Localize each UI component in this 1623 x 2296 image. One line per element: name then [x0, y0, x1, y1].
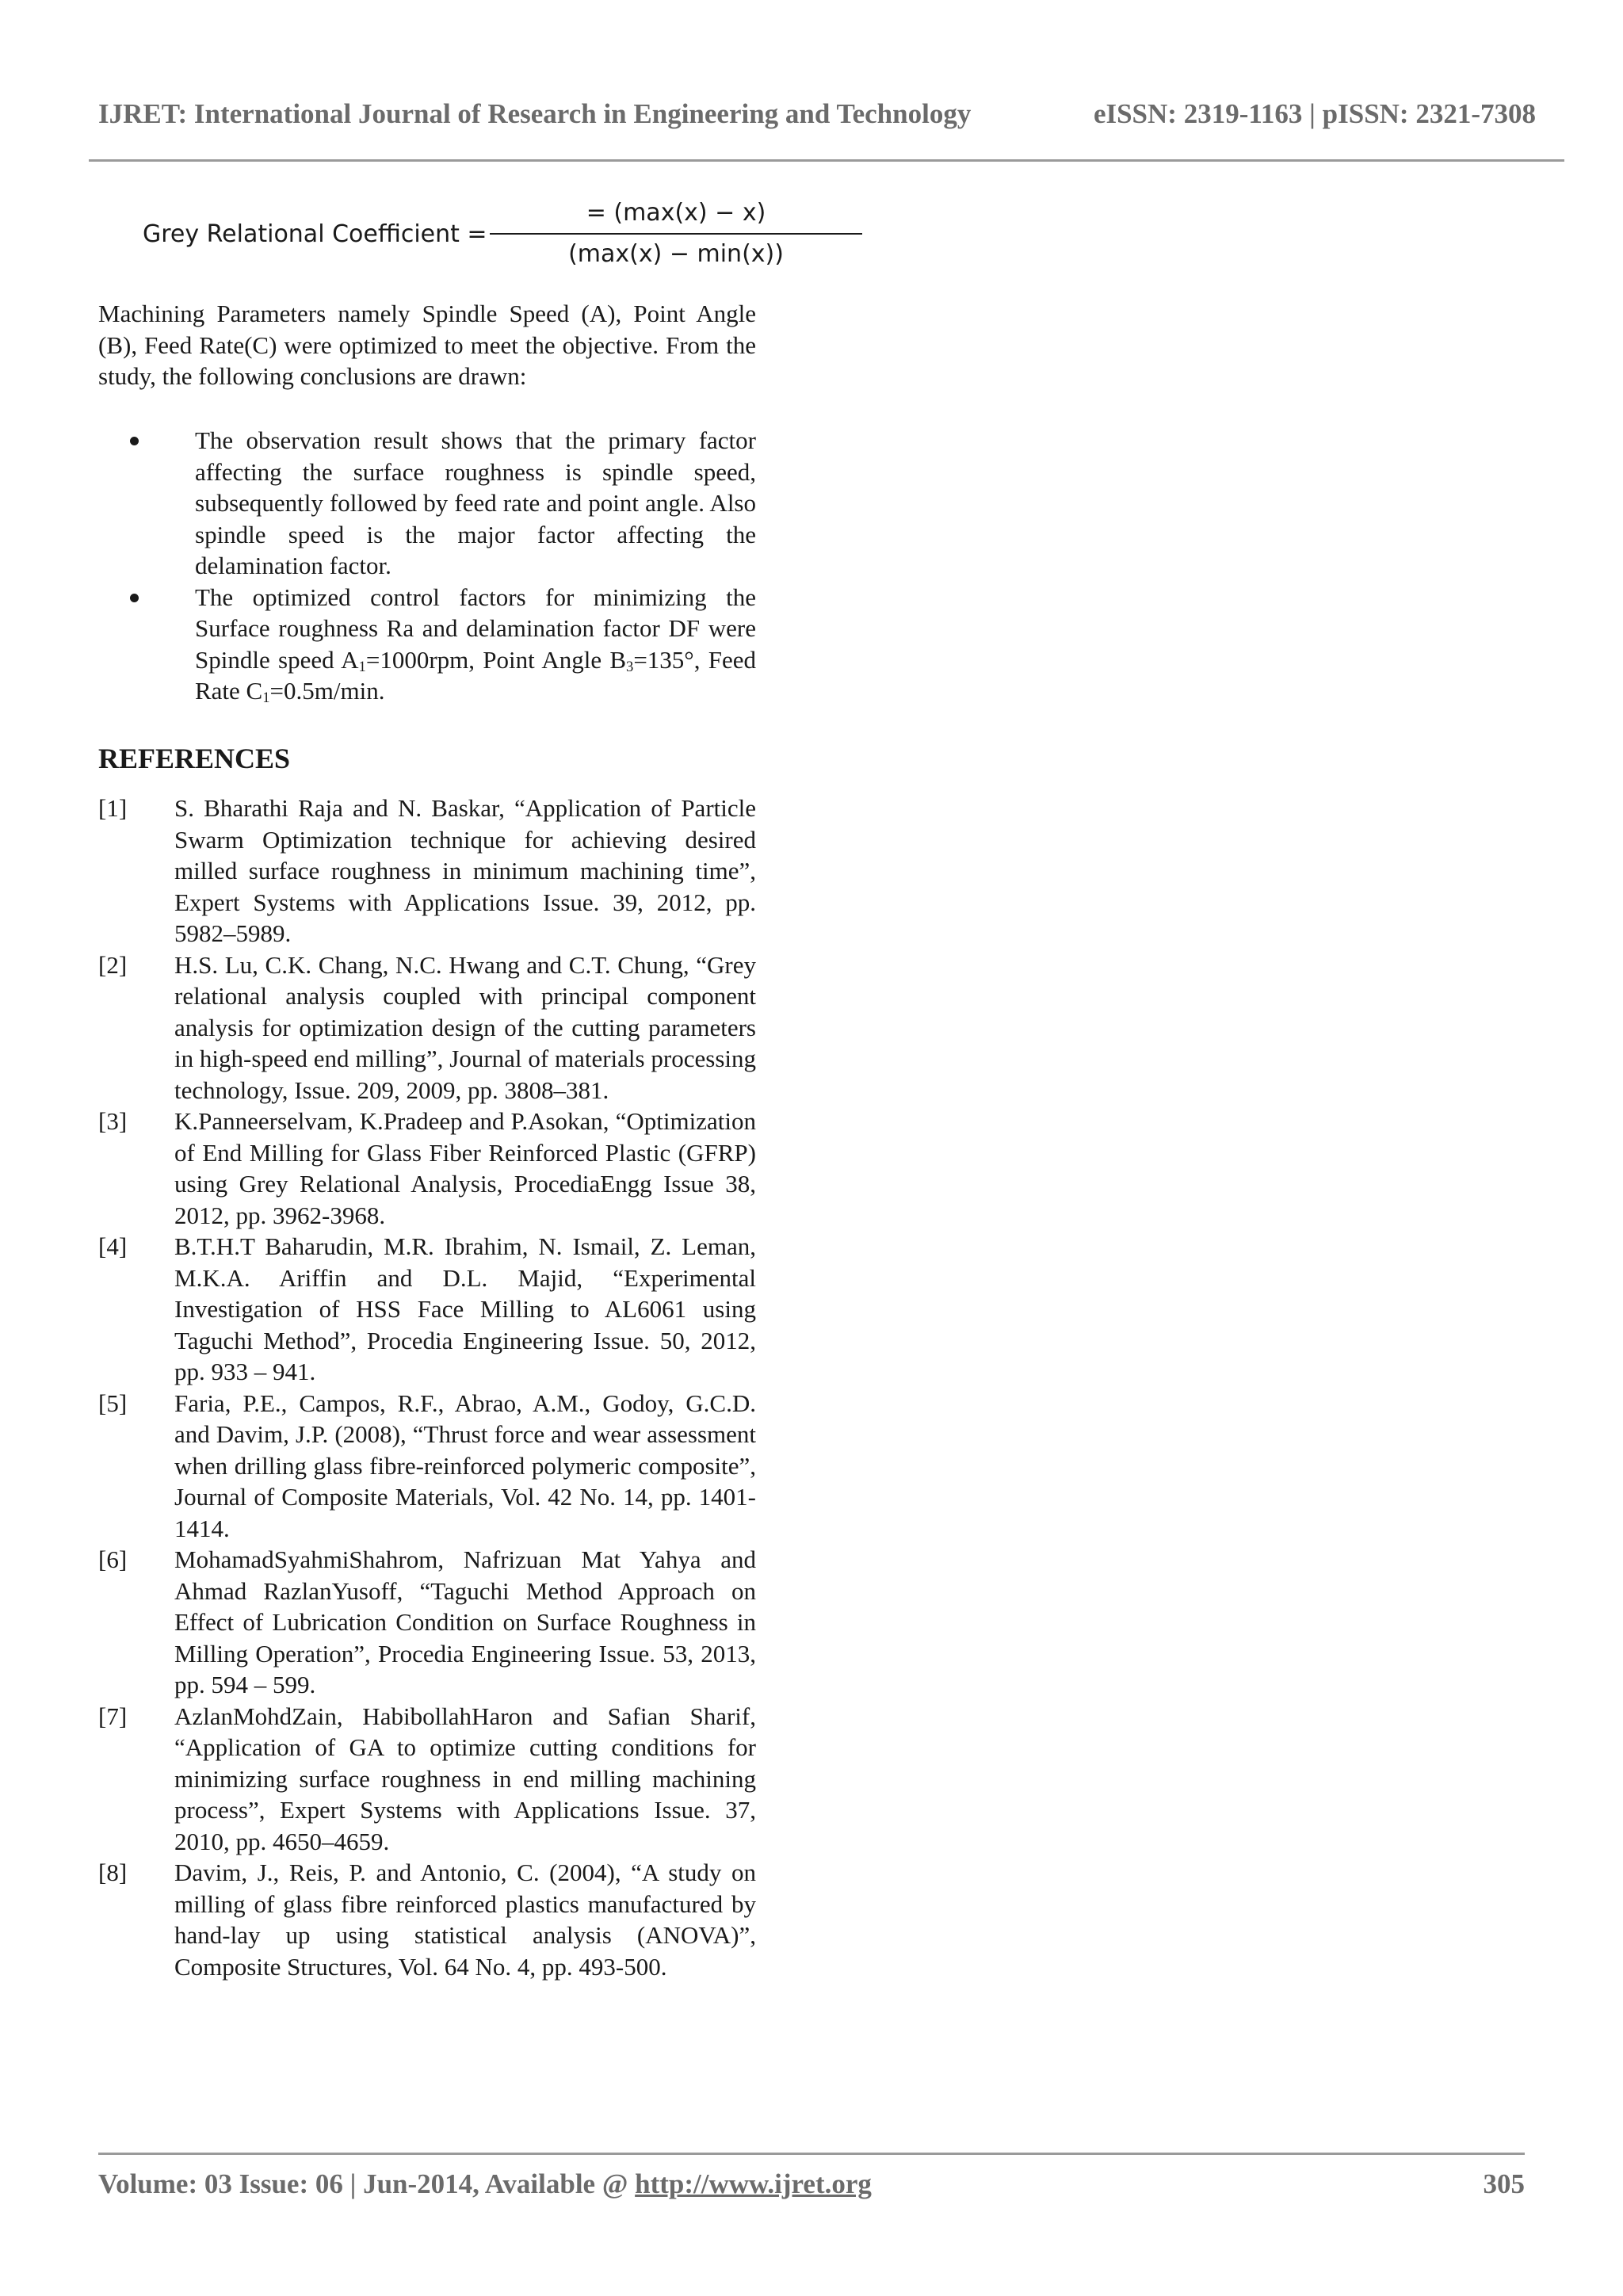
reference-text: MohamadSyahmiShahrom, Nafrizuan Mat Yahya and Ahmad RazlanYusoff, “Taguchi Method Approach on Effect of Lubrication Condition on Surface Roughness in Milling Operation”, Procedia Engineering Issue. 53, 2013, pp. 594 – 599. [174, 1545, 756, 1698]
conclusion-2-part-1: The optimized control factors for minimizing the Surface roughness Ra and delamination factor DF were Spindle speed A [195, 583, 756, 674]
reference-item [98, 1701, 756, 1858]
formula-fraction [490, 197, 862, 271]
subscript-b: 3 [626, 658, 634, 675]
reference-number: [3] [98, 1107, 128, 1135]
formula-lhs: Grey Relational Coefficient = [143, 220, 487, 248]
reference-text: Faria, P.E., Campos, R.F., Abrao, A.M., Godoy, G.C.D. and Davim, J.P. (2008), “Thrust force and wear assessment when drilling glass fibre-reinforced polymeric composite”, Journal of Composite Materials, Vol. 42 No. 14, pp. 1401-1414. [174, 1389, 756, 1542]
references-heading: REFERENCES [98, 743, 291, 774]
volume-text: Volume: 03 Issue: 06 | Jun-2014, Available @ [98, 2168, 636, 2199]
conclusion-2-part-2: =1000rpm, Point Angle B [365, 645, 627, 674]
bullet-icon [130, 437, 139, 445]
reference-number: [1] [98, 794, 128, 822]
reference-text: K.Panneerselvam, K.Pradeep and P.Asokan, “Optimization of End Milling for Glass Fiber Reinforced Plastic (GFRP) using Grey Relational Analysis, ProcediaEngg Issue 38, 2012, pp. 3962-3968. [174, 1107, 756, 1229]
reference-item [98, 1857, 756, 1982]
conclusion-text-1: The observation result shows that the primary factor affecting the surface roughness is spindle speed, subsequently followed by feed rate and point angle. Also spindle speed is the major factor affecting the delamination factor. [195, 426, 756, 579]
formula-denominator: (max(x) − min(x)) [568, 240, 784, 268]
reference-text: Davim, J., Reis, P. and Antonio, C. (2004), “A study on milling of glass fibre reinforced plastics manufactured by hand-lay up using statistical analysis (ANOVA)”, Composite Structures, Vol. 64 No. 4, pp. 493-500. [174, 1859, 756, 1981]
reference-number: [8] [98, 1859, 128, 1886]
reference-number: [2] [98, 950, 128, 979]
journal-title: IJRET: International Journal of Research in Engineering and Technology [98, 98, 972, 129]
reference-item [98, 949, 756, 1106]
header-divider [89, 159, 1564, 162]
journal-link[interactable]: http://www.ijret.org [635, 2168, 872, 2199]
reference-text: S. Bharathi Raja and N. Baskar, “Application of Particle Swarm Optimization technique for achieving desired milled surface roughness in minimum machining time”, Expert Systems with Applications Issue. 39, 2012, pp. 5982–5989. [174, 794, 756, 947]
reference-number: [5] [98, 1389, 128, 1417]
bullet-icon [130, 594, 139, 602]
page-header [98, 98, 1536, 130]
conclusion-item-2 [98, 582, 756, 707]
reference-text: B.T.H.T Baharudin, M.R. Ibrahim, N. Ismail, Z. Leman, M.K.A. Ariffin and D.L. Majid, “Experimental Investigation of HSS Face Milling to AL6061 using Taguchi Method”, Procedia Engineering Issue. 50, 2012, pp. 933 – 941. [174, 1232, 756, 1385]
reference-number: [4] [98, 1232, 128, 1260]
reference-number: [6] [98, 1545, 128, 1573]
page-number: 305 [1483, 2168, 1525, 2199]
reference-text: H.S. Lu, C.K. Chang, N.C. Hwang and C.T. Chung, “Grey relational analysis coupled with principal component analysis for optimization design of the cutting parameters in high-speed end milling”, Journal of materials processing technology, Issue. 209, 2009, pp. 3808–381. [174, 950, 756, 1104]
issn-text: eISSN: 2319-1163 | pISSN: 2321-7308 [1093, 98, 1536, 129]
intro-paragraph: Machining Parameters namely Spindle Speed (A), Point Angle (B), Feed Rate(C) were optimized to meet the objective. From the study, the following conclusions are drawn: [98, 300, 756, 390]
reference-item [98, 793, 756, 949]
conclusion-text-2 [195, 583, 756, 705]
page-footer [98, 2168, 1525, 2204]
conclusions-list [98, 425, 756, 707]
reference-text: AzlanMohdZain, HabibollahHaron and Safian Sharif, “Application of GA to optimize cutting conditions for minimizing surface roughness in end milling machining process”, Expert Systems with Applications Issue. 37, 2010, pp. 4650–4659. [174, 1702, 756, 1855]
reference-item [98, 1388, 756, 1545]
formula-numerator: = (max(x) − x) [586, 199, 766, 227]
fraction-bar [490, 233, 862, 235]
reference-item [98, 1231, 756, 1388]
footer-divider [98, 2153, 1525, 2155]
reference-number: [7] [98, 1702, 128, 1730]
subscript-a: 1 [358, 658, 366, 675]
grey-relational-formula [143, 197, 784, 276]
conclusion-2-part-4: =0.5m/min. [269, 677, 385, 705]
subscript-c: 1 [262, 690, 270, 706]
references-list [98, 793, 756, 1982]
reference-item [98, 1544, 756, 1701]
reference-item [98, 1106, 756, 1231]
footer-volume [98, 2168, 872, 2200]
conclusion-item-1 [98, 425, 756, 582]
conclusion-2-part-3: =135°, Feed Rate C [195, 645, 756, 705]
